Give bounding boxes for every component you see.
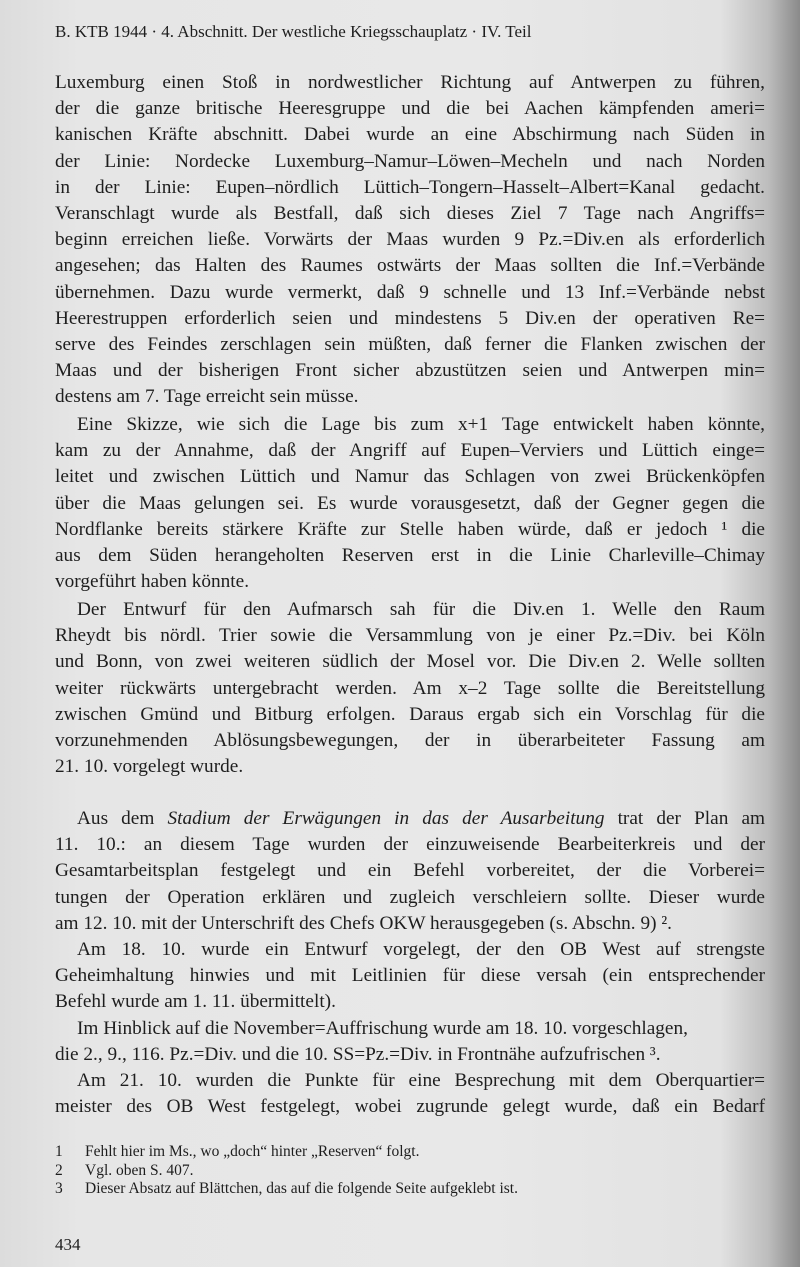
- text-line: 21. 10. vorgelegt wurde.: [55, 756, 244, 778]
- italic-phrase: Stadium der Erwägungen in das der Ausarbeitung: [167, 808, 605, 829]
- footnote-number: 3: [55, 1180, 63, 1197]
- text-line: vorgeführt haben könnte.: [55, 571, 250, 593]
- text-line: [55, 806, 765, 832]
- text-line: zwischen Gmünd und Bitburg erfolgen. Daraus ergab sich ein Vorschlag für die: [55, 703, 765, 725]
- paragraph-4: [55, 806, 765, 1120]
- text-line: die 2., 9., 116. Pz.=Div. und die 10. SS=Pz.=Div. in Frontnähe aufzufrischen ³.: [55, 1043, 661, 1065]
- text-line: Im Hinblick auf die November=Auffrischung wurde am 18. 10. vorgeschlagen,: [77, 1017, 688, 1039]
- text-line: kam zu der Annahme, daß der Angriff auf Eupen–Verviers und Lüttich einge=: [55, 440, 765, 462]
- running-header: B. KTB 1944 · 4. Abschnitt. Der westliche Kriegsschauplatz · IV. Teil: [55, 22, 532, 41]
- text-line: Gesamtarbeitsplan festgelegt und ein Befehl vorbereitet, der die Vorberei=: [55, 860, 765, 882]
- text-line: meister des OB West festgelegt, wobei zugrunde gelegt wurde, daß ein Bedarf: [55, 1096, 765, 1118]
- text-line: Der Entwurf für den Aufmarsch sah für die Div.en 1. Welle den Raum: [77, 599, 765, 620]
- text-span: Aus dem: [77, 808, 168, 829]
- text-line: und Bonn, von zwei weiteren südlich der Mosel vor. Die Div.en 2. Welle sollten: [55, 651, 765, 673]
- text-line: 11. 10.: an diesem Tage wurden der einzuweisende Bearbeiterkreis und der: [55, 834, 765, 856]
- footnote-text: Fehlt hier im Ms., wo „doch“ hinter „Reserven“ folgt.: [85, 1143, 420, 1160]
- footnotes: [55, 1143, 518, 1199]
- footnote-text: Dieser Absatz auf Blättchen, das auf die folgende Seite aufgeklebt ist.: [85, 1180, 518, 1197]
- text-line: angesehen; das Halten des Raumes ostwärts der Maas sollten die Inf.=Verbände: [55, 255, 765, 277]
- text-line: serve des Feindes zerschlagen sein müßten, daß ferner die Flanken zwischen der: [55, 333, 765, 355]
- footnote-number: 1: [55, 1143, 63, 1160]
- text-line: beginn erreichen ließe. Vorwärts der Maas wurden 9 Pz.=Div.en als erforderlich: [55, 229, 765, 251]
- paragraph-2: [55, 412, 765, 595]
- text-line: Nordflanke bereits stärkere Kräfte zur Stelle haben würde, daß er jedoch ¹ die: [55, 518, 765, 540]
- text-line: Am 21. 10. wurden die Punkte für eine Besprechung mit dem Oberquartier=: [77, 1069, 765, 1091]
- text-line: Maas und der bisherigen Front sicher abzustützen seien und Antwerpen min=: [55, 360, 765, 382]
- paragraph-1: [55, 70, 765, 410]
- text-line: übernehmen. Dazu wurde vermerkt, daß 9 schnelle und 13 Inf.=Verbände nebst: [55, 281, 765, 303]
- paragraph-3: [55, 597, 765, 780]
- text-line: leitet und zwischen Lüttich und Namur das Schlagen von zwei Brückenköpfen: [55, 466, 765, 488]
- text-line: Geheimhaltung hinwies und mit Leitlinien für diese versah (ein entsprechender: [55, 965, 765, 987]
- footnote-text: Vgl. oben S. 407.: [85, 1161, 194, 1179]
- footnote: [55, 1180, 518, 1199]
- text-line: über die Maas gelungen sei. Es wurde vorausgesetzt, daß der Gegner gegen die: [55, 492, 765, 514]
- page-number: 434: [55, 1235, 81, 1254]
- text-line: am 12. 10. mit der Unterschrift des Chefs OKW herausgegeben (s. Abschn. 9) ².: [55, 912, 672, 934]
- text-line: Rheydt bis nördl. Trier sowie die Versammlung von je einer Pz.=Div. bei Köln: [55, 625, 765, 647]
- text-line: Heerestruppen erforderlich seien und mindestens 5 Div.en der operativen Re=: [55, 307, 765, 329]
- text-line: Befehl wurde am 1. 11. übermittelt).: [55, 991, 336, 1013]
- footnote: [55, 1143, 518, 1162]
- text-line: vorzunehmenden Ablösungsbewegungen, der in überarbeiteter Fassung am: [55, 729, 765, 751]
- text-line: Am 18. 10. wurde ein Entwurf vorgelegt, der den OB West auf strengste: [77, 938, 765, 960]
- text-line: destens am 7. Tage erreicht sein müsse.: [55, 386, 359, 408]
- footnote-number: 2: [55, 1161, 63, 1179]
- text-line: aus dem Süden herangeholten Reserven erst in die Linie Charleville–Chimay: [55, 544, 765, 566]
- text-line: tungen der Operation erklären und zugleich verschleiern sollte. Dieser wurde: [55, 886, 765, 908]
- text-line: der die ganze britische Heeresgruppe und die bei Aachen kämpfenden ameri=: [55, 98, 765, 120]
- text-line: Veranschlagt wurde als Bestfall, daß sich dieses Ziel 7 Tage nach Angriffs=: [55, 202, 765, 224]
- text-line: Eine Skizze, wie sich die Lage bis zum x+1 Tage entwickelt haben könnte,: [77, 414, 765, 435]
- text-line: in der Linie: Eupen–nördlich Lüttich–Tongern–Hasselt–Albert=Kanal gedacht.: [55, 176, 765, 198]
- paragraph-4-rest: [55, 832, 765, 1120]
- text-line: Luxemburg einen Stoß in nordwestlicher Richtung auf Antwerpen zu führen,: [55, 72, 765, 93]
- footnote: [55, 1162, 518, 1181]
- text-line: der Linie: Nordecke Luxemburg–Namur–Löwen–Mecheln und nach Norden: [55, 150, 765, 172]
- text-line: kanischen Kräfte abschnitt. Dabei wurde an eine Abschirmung nach Süden in: [55, 124, 765, 146]
- text-line: weiter rückwärts untergebracht werden. Am x–2 Tage sollte die Bereitstellung: [55, 677, 765, 699]
- text-span: trat der Plan am: [604, 808, 765, 829]
